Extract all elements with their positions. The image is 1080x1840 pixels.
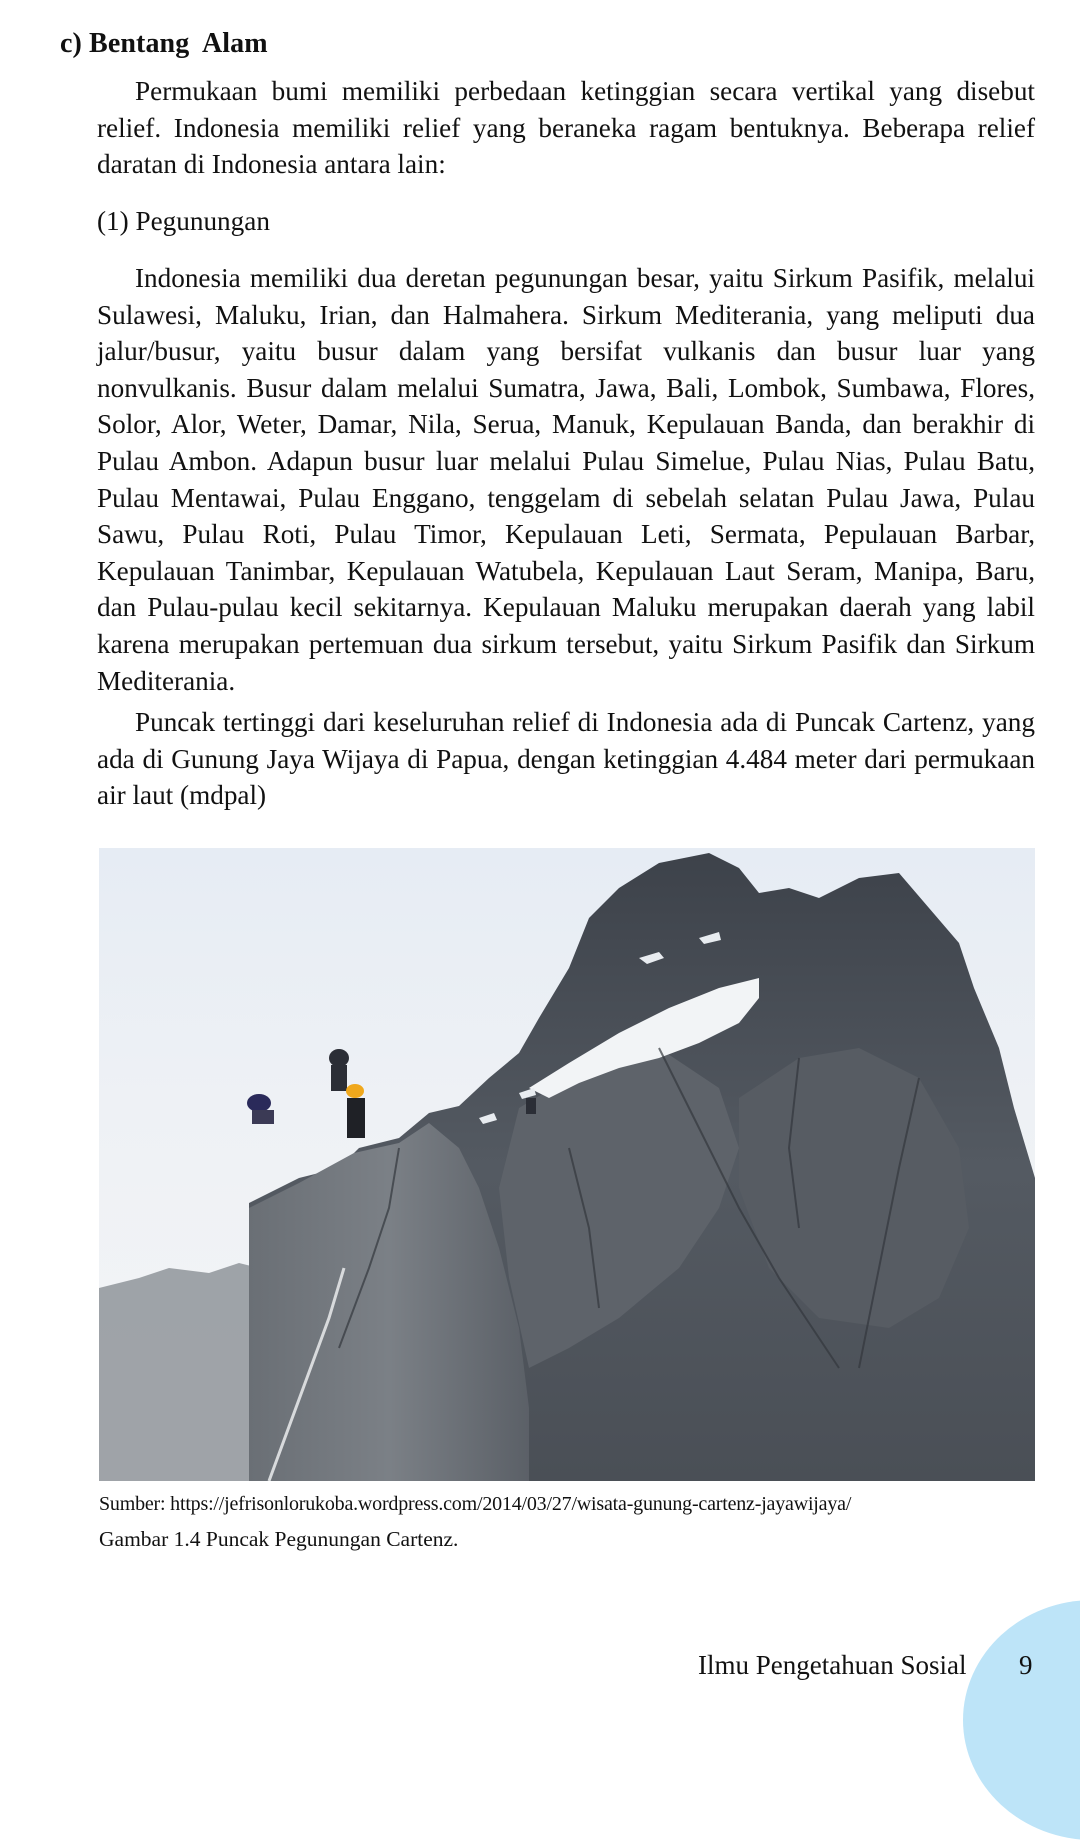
footer-subject: Ilmu Pengetahuan Sosial [698, 1650, 967, 1680]
page-corner-decoration [963, 1600, 1080, 1840]
figure-caption: Gambar 1.4 Puncak Pegunungan Cartenz. [99, 1527, 459, 1551]
mountain-illustration [99, 848, 1035, 1481]
page-number: 9 [1019, 1650, 1033, 1680]
climber-2 [329, 1049, 349, 1091]
distant-ridge [99, 1263, 259, 1481]
figure-photo-puncak-cartenz [99, 848, 1035, 1481]
section-heading: c) Bentang Alam [60, 28, 268, 59]
highest-peak-paragraph: Puncak tertinggi dari keseluruhan relief di Indonesia ada di Puncak Cartenz, yang ada di Gunung Jaya Wijaya di Papua, dengan ketinggian 4.484 meter dari permukaan air laut (mdpal) [97, 707, 1035, 811]
climber-1 [247, 1094, 274, 1124]
climber-4 [526, 1098, 536, 1114]
intro-paragraph: Permukaan bumi memiliki perbedaan ketinggian secara vertikal yang disebut relief. Indonesia memiliki relief yang beraneka ragam bentuknya. Beberapa relief daratan di Indonesia antara lain: [97, 76, 1035, 180]
figure-source: Sumber: https://jefrisonlorukoba.wordpress.com/2014/03/27/wisata-gunung-cartenz-jayawijaya/ [99, 1493, 852, 1515]
subsection-heading: (1) Pegunungan [97, 206, 270, 236]
climber-3 [346, 1084, 365, 1138]
mountain-ranges-paragraph: Indonesia memiliki dua deretan pegunungan besar, yaitu Sirkum Pasifik, melalui Sulawesi, Maluku, Irian, dan Halmahera. Sirkum Mediterania, yang meliputi dua jalur/busur, yaitu busur dalam yang bersifat vulkanis dan busur luar yang nonvulkanis. Busur dalam melalui Sumatra, Jawa, Bali, Lombok, Sumbawa, Flores, Solor, Alor, Weter, Damar, Nila, Serua, Manuk, Kepulauan Banda, dan berakhir di Pulau Ambon. Adapun busur luar melalui Pulau Simelue, Pulau Nias, Pulau Batu, Pulau Mentawai, Pulau Enggano, tenggelam di sebelah selatan Pulau Jawa, Pulau Sawu, Pulau Roti, Pulau Timor, Kepulauan Leti, Sermata, Pepulauan Barbar, Kepulauan Tanimbar, Kepulauan Watubela, Kepulauan Laut Seram, Manipa, Baru, dan Pulau-pulau kecil sekitarnya. Kepulauan Maluku merupakan daerah yang labil karena merupakan pertemuan dua sirkum tersebut, yaitu Sirkum Pasifik dan Sirkum Mediterania. [97, 263, 1035, 696]
